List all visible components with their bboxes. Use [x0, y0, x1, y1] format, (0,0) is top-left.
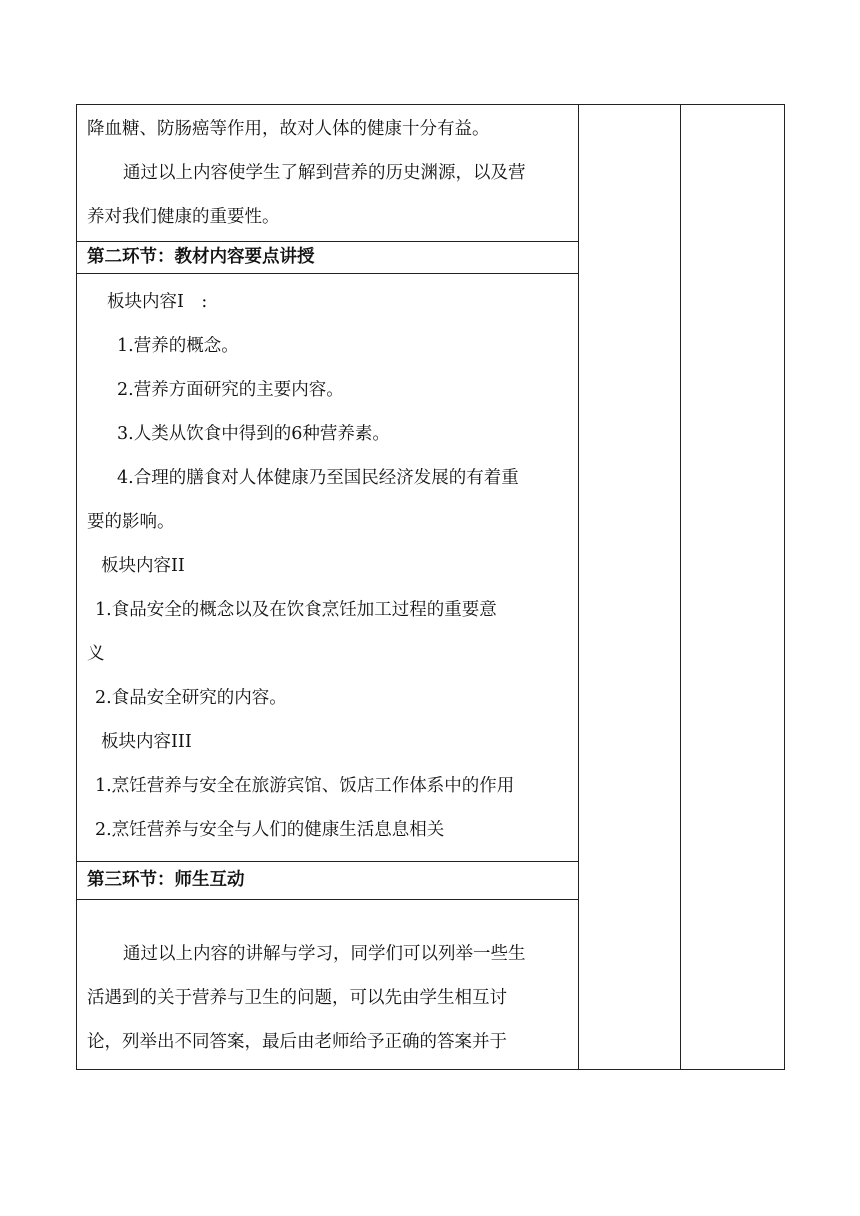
intro-row	[77, 105, 785, 242]
section-2-header: 第二环节：教材内容要点讲授	[87, 247, 315, 267]
intro-cell	[77, 105, 579, 242]
section-3-line-1: 通过以上内容的讲解与学习，同学们可以列举一些生	[123, 944, 526, 964]
block-3-item-1: 1.烹饪营养与安全在旅游宾馆、饭店工作体系中的作用	[95, 776, 515, 796]
column-3-cell	[681, 105, 785, 1070]
intro-line-3: 养对我们健康的重要性。	[87, 207, 280, 227]
block-1-item-1: 1.营养的概念。	[117, 336, 239, 356]
block-1-item-3: 3.人类从饮食中得到的6种营养素。	[117, 424, 390, 444]
block-3-item-2: 2.烹饪营养与安全与人们的健康生活息息相关	[95, 820, 445, 840]
intro-line-1: 降血糖、防肠癌等作用，故对人体的健康十分有益。	[87, 119, 490, 139]
section-3-header: 第三环节：师生互动	[87, 870, 245, 890]
section-3-header-cell	[77, 862, 579, 900]
intro-line-2: 通过以上内容使学生了解到营养的历史渊源，以及营	[123, 163, 526, 183]
block-3-title: 板块内容III	[101, 732, 192, 752]
block-1-item-4: 4.合理的膳食对人体健康乃至国民经济发展的有着重	[117, 468, 519, 488]
column-2-cell	[579, 105, 681, 1070]
block-2-title: 板块内容II	[101, 556, 185, 576]
block-1-item-4-continued: 要的影响。	[87, 512, 175, 532]
lesson-plan-table	[76, 104, 785, 1070]
block-2-item-1-continued: 义	[87, 644, 105, 664]
block-1-item-2: 2.营养方面研究的主要内容。	[117, 380, 344, 400]
section-2-header-cell	[77, 242, 579, 274]
section-3-line-3: 论，列举出不同答案，最后由老师给予正确的答案并于	[87, 1032, 507, 1052]
section-3-line-2: 活遇到的关于营养与卫生的问题，可以先由学生相互讨	[87, 988, 507, 1008]
block-2-item-1: 1.食品安全的概念以及在饮食烹饪加工过程的重要意	[95, 600, 497, 620]
section-3-content-cell	[77, 900, 579, 1070]
block-2-item-2: 2.食品安全研究的内容。	[95, 688, 287, 708]
block-1-title: 板块内容I :	[107, 292, 208, 312]
section-2-content-cell	[77, 274, 579, 862]
